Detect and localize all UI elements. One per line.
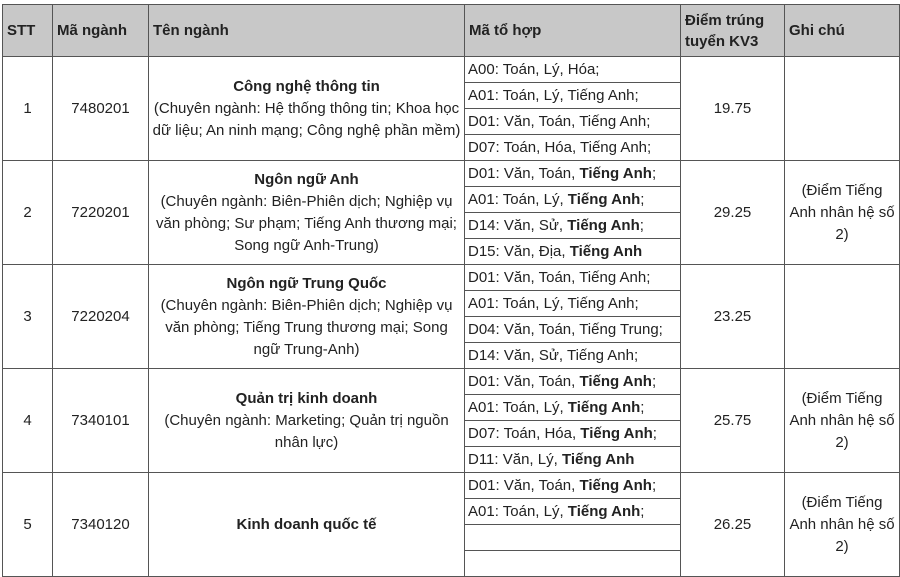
combo-text: D14: Văn, Sử, Tiếng Anh; — [468, 346, 639, 364]
combo-text: A01: Toán, Lý, Tiếng Anh; — [468, 86, 639, 104]
cell-subject-combination — [465, 161, 681, 187]
table-row — [3, 57, 900, 83]
cell-subject-combination — [465, 395, 681, 421]
combo-text: A01: Toán, Lý, — [468, 398, 568, 416]
combo-emphasis: Tiếng Anh — [567, 502, 641, 520]
combo-emphasis: Tiếng Anh — [569, 242, 643, 260]
major-title: Quản trị kinh doanh — [235, 389, 378, 407]
cell-subject-combination — [465, 421, 681, 447]
major-specializations: (Chuyên ngành: Biên-Phiên dịch; Nghiệp vụ văn phòng; Tiếng Trung thương mại; Song ngữ Trung-Anh) — [160, 296, 453, 358]
cell-subject-combination — [465, 83, 681, 109]
cell-subject-combination — [465, 213, 681, 239]
major-title: Kinh doanh quốc tế — [236, 515, 377, 533]
table-row — [3, 161, 900, 187]
major-specializations: (Chuyên ngành: Biên-Phiên dịch; Nghiệp vụ văn phòng; Sư phạm; Tiếng Anh thương mại; Song ngữ Anh-Trung) — [156, 192, 457, 254]
major-title: Công nghệ thông tin — [233, 77, 380, 95]
cell-note: (Điểm Tiếng Anh nhân hệ số 2) — [785, 161, 900, 265]
combo-text: D01: Văn, Toán, — [468, 476, 580, 494]
combo-text: D14: Văn, Sử, — [468, 216, 568, 234]
cell-cutoff-score: 29.25 — [681, 161, 785, 265]
combo-text: A01: Toán, Lý, — [468, 502, 568, 520]
combo-text: A01: Toán, Lý, — [468, 190, 568, 208]
header-note: Ghi chú — [785, 5, 900, 57]
cell-note: (Điểm Tiếng Anh nhân hệ số 2) — [785, 369, 900, 473]
admission-score-table — [2, 4, 900, 577]
combo-suffix: ; — [639, 216, 644, 234]
combo-suffix: ; — [651, 372, 657, 390]
cell-major-name — [149, 57, 465, 161]
cell-subject-combination — [465, 473, 681, 499]
cell-stt: 5 — [3, 473, 53, 577]
cell-stt: 1 — [3, 57, 53, 161]
major-title: Ngôn ngữ Anh — [254, 170, 359, 188]
cell-note: (Điểm Tiếng Anh nhân hệ số 2) — [785, 473, 900, 577]
cell-subject-combination — [465, 525, 681, 551]
header-score: Điểm trúng tuyển KV3 — [681, 5, 785, 57]
combo-text: D01: Văn, Toán, — [468, 164, 580, 182]
cell-stt: 2 — [3, 161, 53, 265]
cell-note — [785, 57, 900, 161]
combo-suffix: ; — [640, 398, 645, 416]
combo-emphasis: Tiếng Anh — [567, 216, 640, 234]
table-row — [3, 265, 900, 291]
combo-text: D15: Văn, Địa, — [468, 242, 570, 260]
combo-text: D01: Văn, Toán, — [468, 372, 580, 390]
combo-suffix: ; — [640, 190, 645, 208]
cell-subject-combination — [465, 551, 681, 577]
cell-major-name — [149, 265, 465, 369]
cell-note — [785, 265, 900, 369]
combo-suffix: ; — [640, 502, 645, 520]
cell-major-code: 7220204 — [53, 265, 149, 369]
header-name: Tên ngành — [149, 5, 465, 57]
cell-subject-combination — [465, 265, 681, 291]
combo-suffix: ; — [651, 164, 657, 182]
combo-text: D11: Văn, Lý, — [468, 450, 562, 468]
header-combos: Mã tổ hợp — [465, 5, 681, 57]
combo-emphasis: Tiếng Anh — [561, 450, 635, 468]
cell-subject-combination — [465, 239, 681, 265]
cell-cutoff-score: 25.75 — [681, 369, 785, 473]
table-header-row — [3, 5, 900, 57]
table-row — [3, 369, 900, 395]
cell-major-name — [149, 369, 465, 473]
combo-text: A01: Toán, Lý, Tiếng Anh; — [468, 294, 639, 312]
cell-subject-combination — [465, 499, 681, 525]
combo-emphasis: Tiếng Anh — [567, 190, 641, 208]
cell-subject-combination — [465, 291, 681, 317]
combo-text: D04: Văn, Toán, Tiếng Trung; — [468, 320, 663, 338]
cell-major-code: 7480201 — [53, 57, 149, 161]
header-code: Mã ngành — [53, 5, 149, 57]
combo-emphasis: Tiếng Anh — [579, 372, 652, 390]
cell-cutoff-score: 23.25 — [681, 265, 785, 369]
cell-subject-combination — [465, 369, 681, 395]
combo-emphasis: Tiếng Anh — [567, 398, 641, 416]
combo-suffix: ; — [652, 424, 657, 442]
cell-subject-combination — [465, 57, 681, 83]
cell-subject-combination — [465, 135, 681, 161]
cell-cutoff-score: 26.25 — [681, 473, 785, 577]
cell-major-name — [149, 161, 465, 265]
cell-subject-combination — [465, 109, 681, 135]
cell-major-code: 7220201 — [53, 161, 149, 265]
major-specializations: (Chuyên ngành: Hệ thống thông tin; Khoa học dữ liệu; An ninh mạng; Công nghệ phần mềm) — [152, 99, 461, 139]
cell-stt: 4 — [3, 369, 53, 473]
cell-subject-combination — [465, 317, 681, 343]
cell-major-code: 7340101 — [53, 369, 149, 473]
combo-emphasis: Tiếng Anh — [579, 164, 652, 182]
table-row — [3, 473, 900, 499]
combo-text: D01: Văn, Toán, Tiếng Anh; — [468, 268, 651, 286]
combo-emphasis: Tiếng Anh — [580, 424, 653, 442]
cell-subject-combination — [465, 447, 681, 473]
header-stt: STT — [3, 5, 53, 57]
combo-text: D07: Toán, Hóa, — [468, 424, 581, 442]
combo-emphasis: Tiếng Anh — [579, 476, 652, 494]
combo-text: D07: Toán, Hóa, Tiếng Anh; — [468, 138, 652, 156]
major-specializations: (Chuyên ngành: Marketing; Quản trị nguồn nhân lực) — [164, 411, 449, 451]
cell-subject-combination — [465, 343, 681, 369]
cell-major-name — [149, 473, 465, 577]
combo-text: A00: Toán, Lý, Hóa; — [468, 60, 600, 78]
combo-suffix: ; — [651, 476, 657, 494]
cell-subject-combination — [465, 187, 681, 213]
cell-stt: 3 — [3, 265, 53, 369]
cell-cutoff-score: 19.75 — [681, 57, 785, 161]
cell-major-code: 7340120 — [53, 473, 149, 577]
combo-text: D01: Văn, Toán, Tiếng Anh; — [468, 112, 651, 130]
major-title: Ngôn ngữ Trung Quốc — [226, 274, 387, 292]
